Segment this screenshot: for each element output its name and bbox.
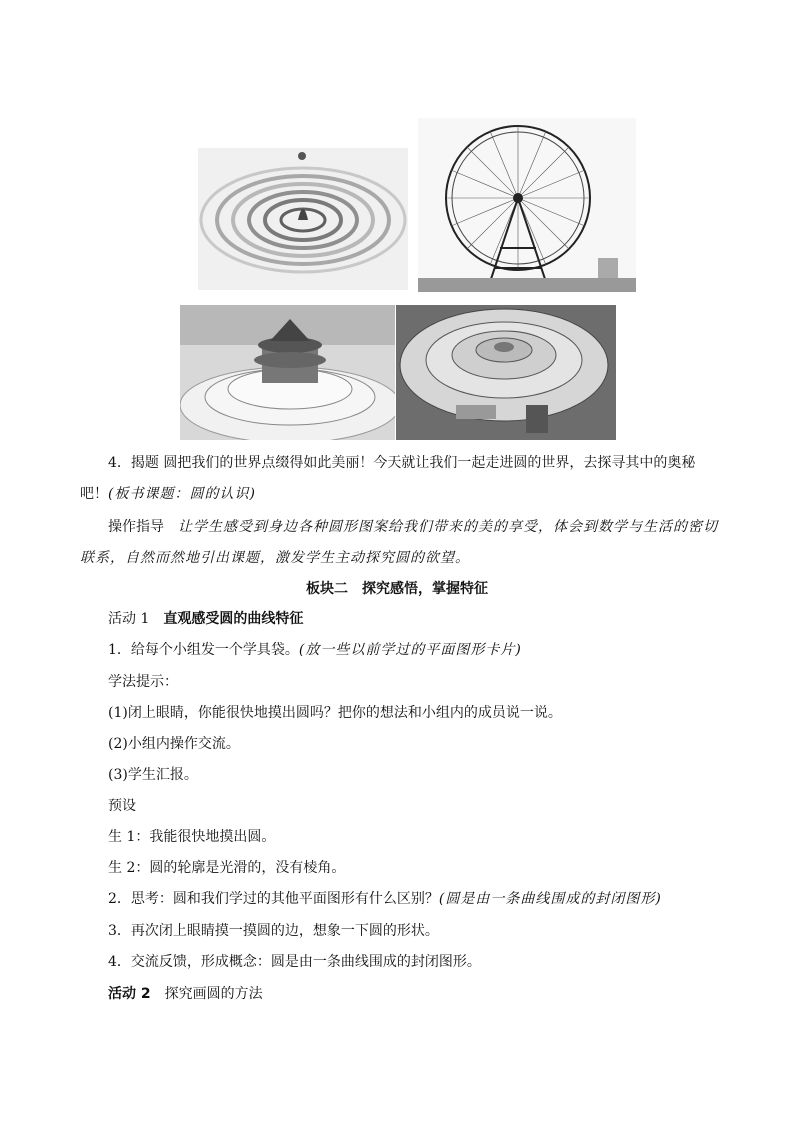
reveal-topic-paragraph <box>80 448 720 510</box>
student-1-answer: 生 1：我能很快地摸出圆。 <box>108 829 276 845</box>
step-1-text: 1．给每个小组发一个学具袋。 <box>108 642 299 658</box>
activity-1-label: 活动 1 <box>108 611 150 627</box>
operation-guidance <box>80 512 720 574</box>
activity-1-heading <box>108 609 303 629</box>
step-1 <box>108 640 522 660</box>
activity-2-label: 活动 2 <box>108 986 151 1002</box>
guidance-label: 操作指导 <box>108 519 164 535</box>
student-2-answer: 生 2：圆的轮廓是光滑的，没有棱角。 <box>108 860 346 876</box>
circular-plaza-image <box>396 305 616 440</box>
preset-label: 预设 <box>108 798 136 814</box>
temple-of-heaven-image <box>180 305 395 440</box>
guidance-text: 让学生感受到身边各种圆形图案给我们带来的美的享受，体会到数学与生活的密切联系，自然而然地引出课题，激发学生主动探究圆的欲望。 <box>80 519 718 566</box>
step-3: 3．再次闭上眼睛摸一摸圆的边，想象一下圆的形状。 <box>108 923 439 939</box>
step-2-text: 2．思考：圆和我们学过的其他平面图形有什么区别？ <box>108 891 439 907</box>
step-1-note: (放一些以前学过的平面图形卡片) <box>298 642 522 658</box>
blackboard-note: (板书课题：圆的认识) <box>108 486 256 502</box>
water-ripple-image <box>198 148 408 290</box>
activity-2-title: 探究画圆的方法 <box>164 986 263 1002</box>
section-title: 板块二 探究感悟，掌握特征 <box>306 581 488 597</box>
topic-text: 圆把我们的世界点缀得如此美丽！今天就让我们一起走进圆的世界，去探寻其中的奥秘吧！ <box>80 455 696 502</box>
activity-2-heading <box>108 984 263 1004</box>
method-hint-label: 学法提示： <box>108 674 178 690</box>
step-2-note: (圆是由一条曲线围成的封闭图形) <box>438 891 662 907</box>
activity-1-title: 直观感受圆的曲线特征 <box>163 611 304 627</box>
hint-1: (1)闭上眼睛，你能很快地摸出圆吗？把你的想法和小组内的成员说一说。 <box>108 705 562 721</box>
step-4: 4．交流反馈，形成概念：圆是由一条曲线围成的封闭图形。 <box>108 954 481 970</box>
hint-2: (2)小组内操作交流。 <box>108 736 240 752</box>
step-2 <box>108 889 662 909</box>
hint-3: (3)学生汇报。 <box>108 767 198 783</box>
item-number: 4．揭题 <box>108 455 164 471</box>
ferris-wheel-image <box>418 118 636 292</box>
